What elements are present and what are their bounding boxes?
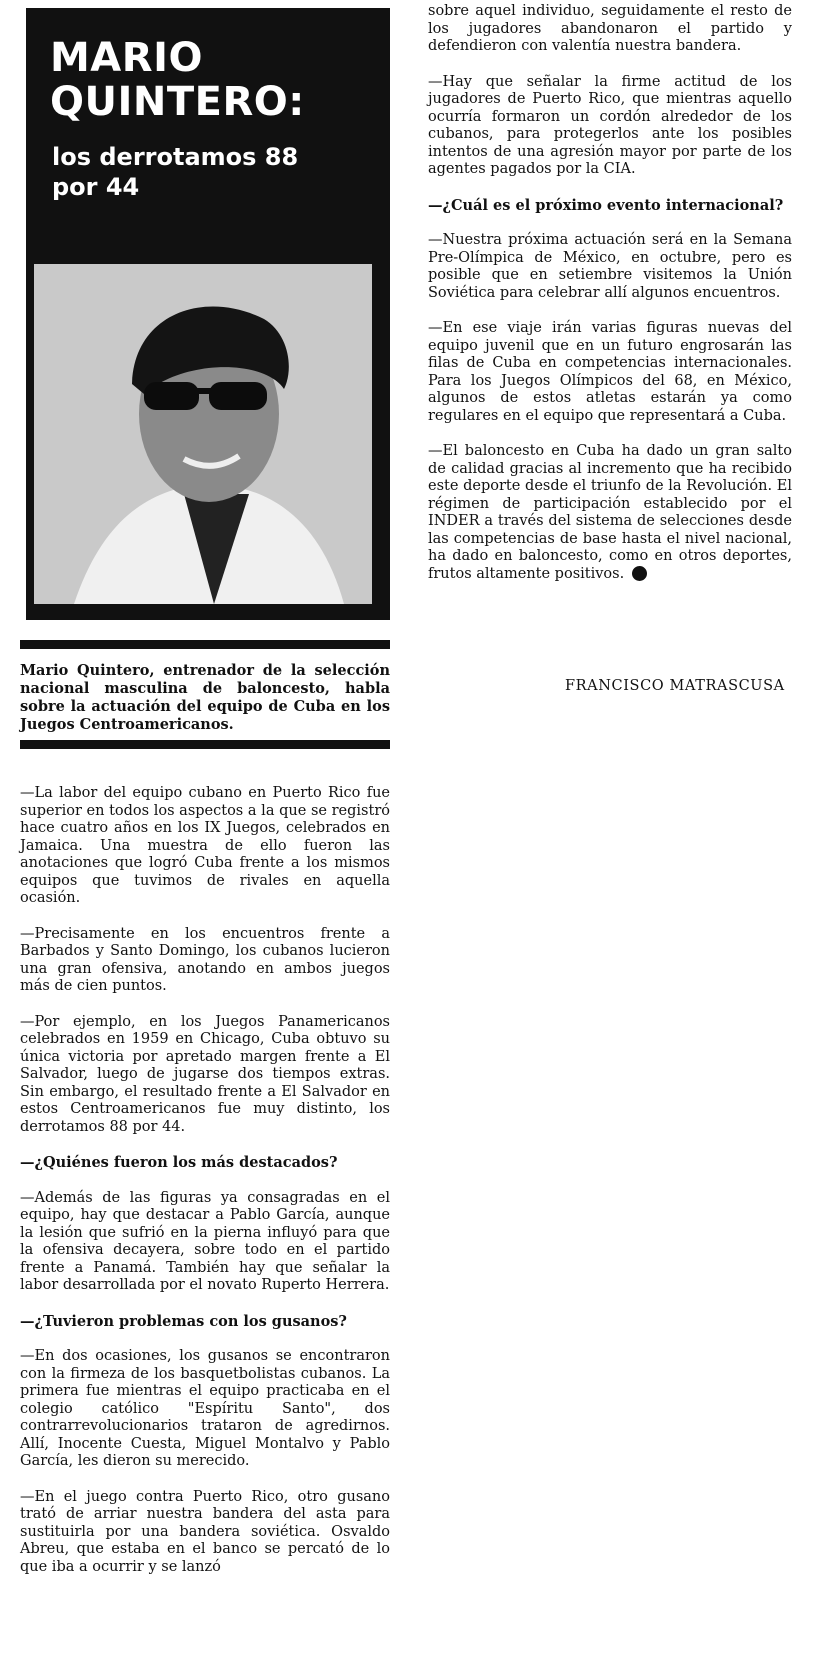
- interview-answer: —Además de las figuras ya consagradas en el equipo, hay que destacar a Pablo García, aunque la lesión que sufrió en la pierna influyó para que la ofensiva decayera, sobre todo en el partido frente a Panamá. También hay que señalar la labor desarrollada por el novato Ruperto Herrera.: [20, 1189, 390, 1293]
- interview-answer: —En ese viaje irán varias figuras nuevas del equipo juvenil que en un futuro engrosarán las filas de Cuba en competencias internacionales. Para los Juegos Olímpicos del 68, en México, algunos de estos atletas estarán ya como regulares en el equipo que representará a Cuba.: [428, 320, 792, 424]
- interview-answer: —El baloncesto en Cuba ha dado un gran salto de calidad gracias al incremento que ha recibido este deporte desde el triunfo de la Revolución. El régimen de participación establecido por el INDER a través del sistema de selecciones desde las competencias de base hasta el nivel nacional, ha dado en baloncesto, como en otros deportes, frutos altamente positivos.: [428, 443, 792, 582]
- interview-answer: —Por ejemplo, en los Juegos Panamericanos celebrados en 1959 en Chicago, Cuba obtuvo su única victoria por apretado margen frente a El Salvador, luego de jugarse dos tiempos extras. Sin embargo, el resultado frente a El Salvador en estos Centroamericanos fue muy distinto, los derrotamos 88 por 44.: [20, 1013, 390, 1135]
- interview-question: —¿Tuvieron problemas con los gusanos?: [20, 1312, 347, 1330]
- interview-answer: sobre aquel individuo, seguidamente el resto de los jugadores abandonaron el partido y defendieron con valentía nuestra bandera.: [428, 3, 792, 54]
- left-article-column: [20, 785, 390, 1594]
- top-divider: [20, 640, 390, 649]
- interview-answer: —En dos ocasiones, los gusanos se encontraron con la firmeza de los basquetbolistas cubanos. La primera fue mientras el equipo practicaba en el colegio católico "Espíritu Santo", dos contrarrevolucionarios trataron de agredirnos. Allí, Inocente Cuesta, Miguel Montalvo y Pablo García, les dieron su merecido.: [20, 1348, 390, 1469]
- portrait-illustration: [34, 264, 372, 604]
- right-article-column: [428, 3, 792, 601]
- interview-answer: —Precisamente en los encuentros frente a Barbados y Santo Domingo, los cubanos lucieron una gran ofensiva, anotando en ambos juegos más de cien puntos.: [20, 925, 390, 994]
- author-signature: FRANCISCO MATRASCUSA: [565, 678, 785, 694]
- interview-question: —¿Cuál es el próximo evento internacional?: [428, 196, 784, 214]
- interview-answer: —En el juego contra Puerto Rico, otro gusano trató de arriar nuestra bandera del asta para sustituirla por una bandera soviética. Osvaldo Abreu, que estaba en el banco se percató de lo que iba a ocurrir y se lanzó: [20, 1488, 390, 1575]
- interview-question: —¿Quiénes fueron los más destacados?: [20, 1154, 338, 1171]
- portrait-photo: [34, 264, 372, 604]
- subheadline: los derrotamos 88 por 44: [52, 143, 299, 201]
- interview-answer: —Hay que señalar la firme actitud de los jugadores de Puerto Rico, que mientras aquello ocurría formaron un cordón alrededor de los cubanos, para protegerlos ante los posibles intentos de una agresión mayor por parte de los agentes pagados por la CIA.: [428, 73, 792, 177]
- headline: MARIO QUINTERO:: [50, 35, 305, 125]
- interview-answer: —La labor del equipo cubano en Puerto Rico fue superior en todos los aspectos a la que se registró hace cuatro años en los IX Juegos, celebrados en Jamaica. Una muestra de ello fueron las anotaciones que logró Cuba frente a los mismos equipos que tuvimos de rivales en aquella ocasión.: [20, 785, 390, 906]
- end-of-article-icon: [632, 566, 647, 581]
- interview-answer: —Nuestra próxima actuación será en la Semana Pre-Olímpica de México, en octubre, pero es posible que en setiembre visitemos la Unión Soviética para celebrar allí algunos encuentros.: [428, 232, 792, 301]
- bottom-divider: [20, 740, 390, 749]
- photo-caption: Mario Quintero, entrenador de la selección nacional masculina de baloncesto, habla sobre la actuación del equipo de Cuba en los Juegos Centroamericanos.: [20, 662, 390, 733]
